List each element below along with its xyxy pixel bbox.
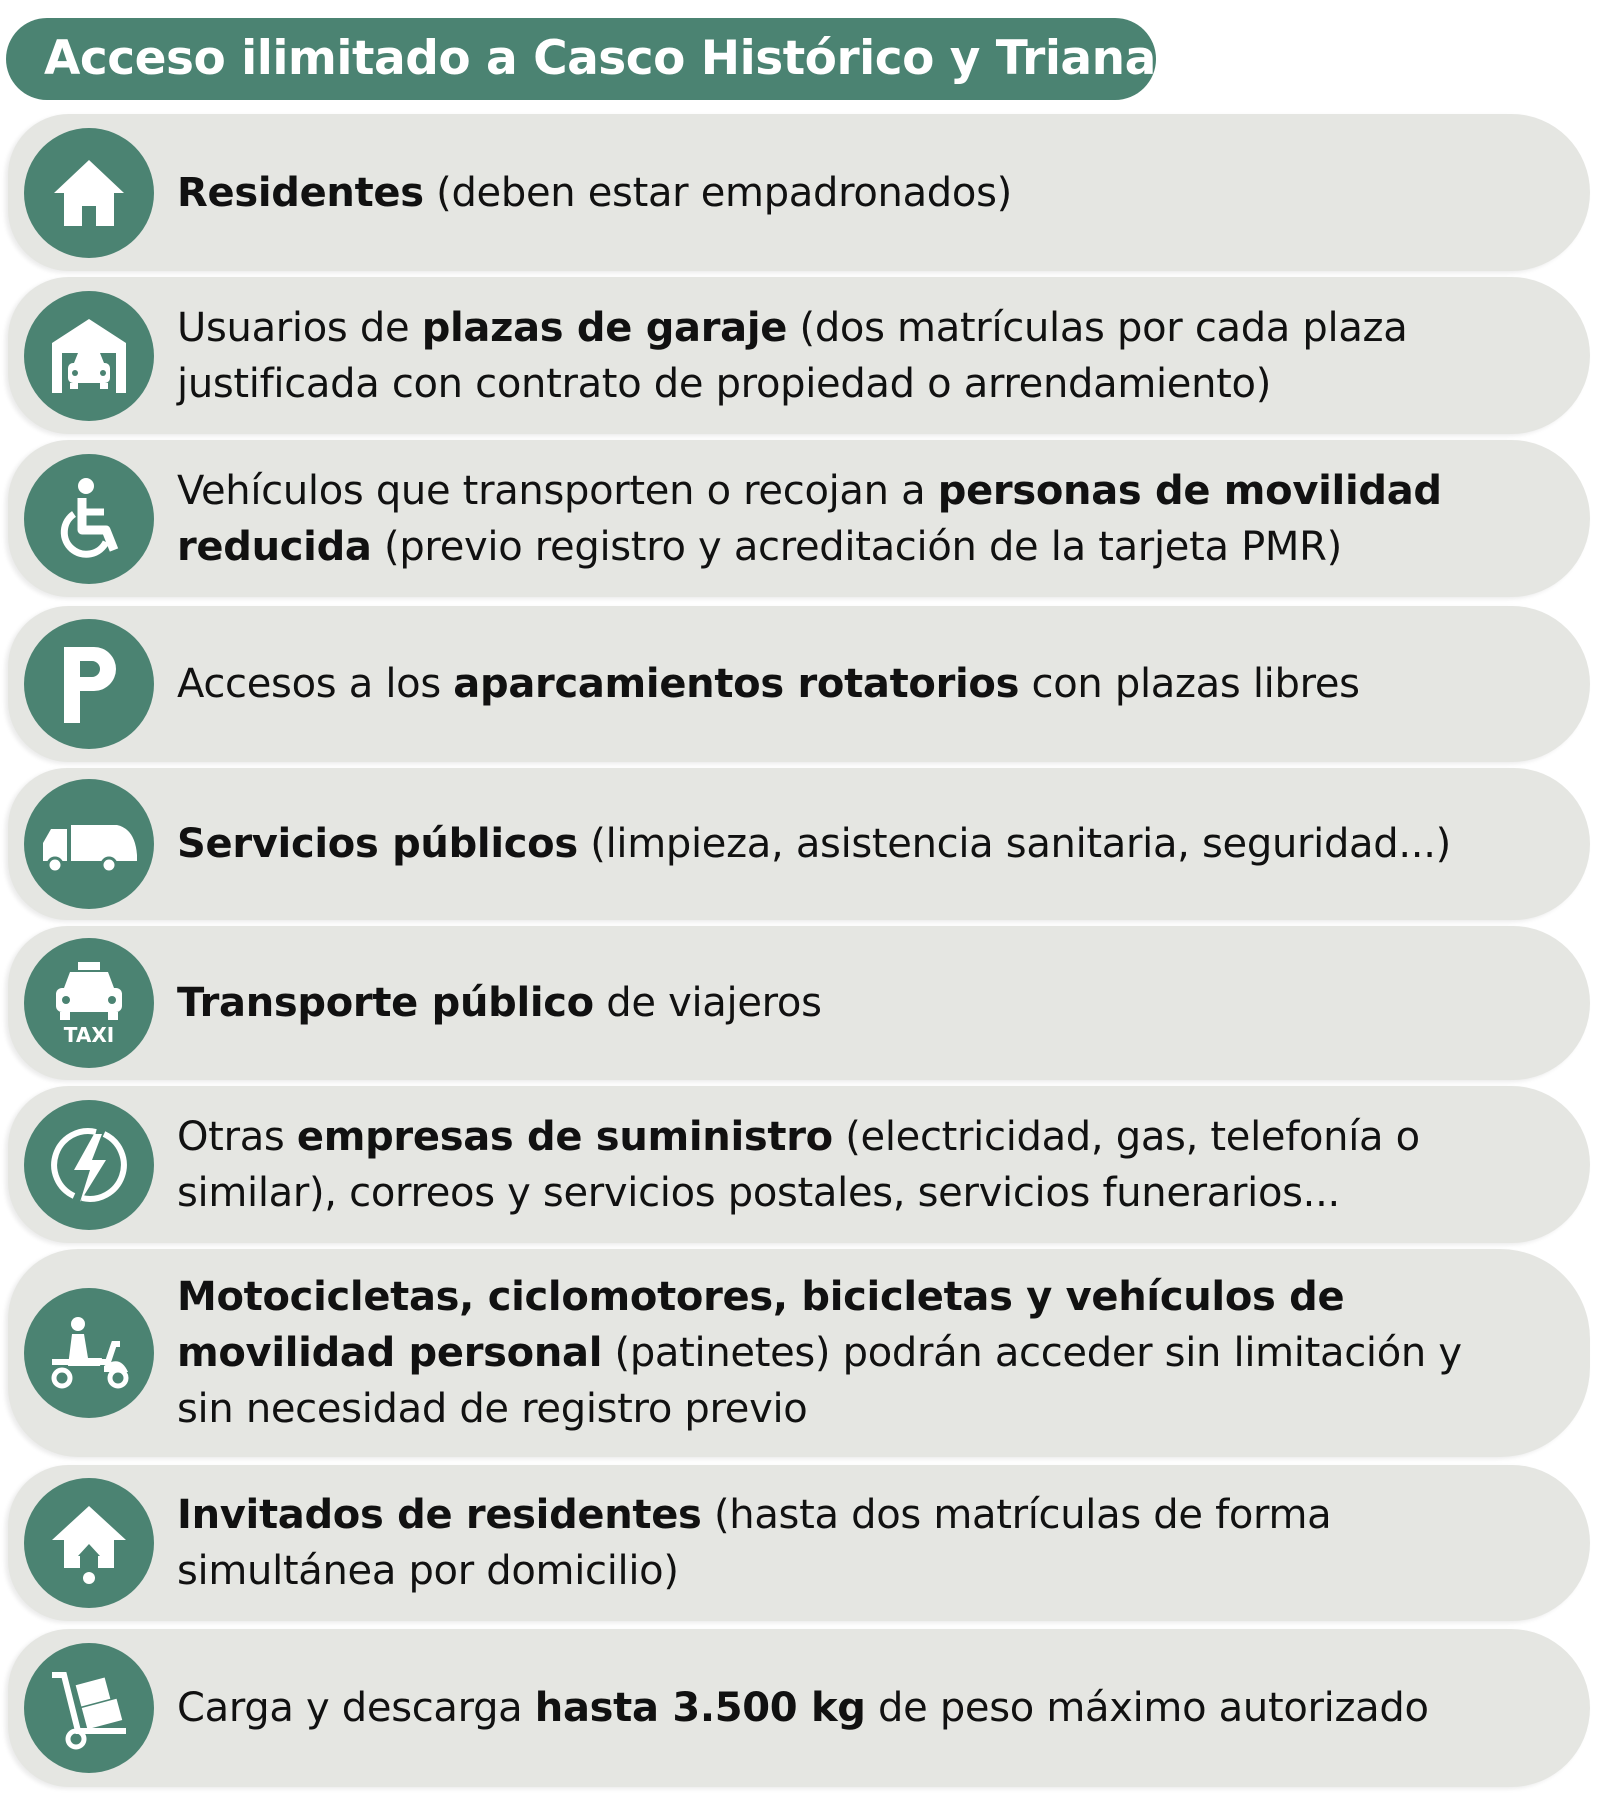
scooter-icon (24, 1288, 154, 1418)
text-span: de peso máximo autorizado (865, 1685, 1429, 1731)
text-span: (electricidad, gas, telefonía o similar), correos y servicios postales, servicios funerarios... (177, 1113, 1420, 1216)
item-text (177, 975, 1530, 1031)
bold-text: Invitados de residentes (177, 1492, 702, 1538)
garbage-truck-icon (24, 779, 154, 909)
list-item (8, 1249, 1590, 1457)
text-span: (hasta dos matrículas de forma simultánea por domicilio) (177, 1492, 1332, 1594)
house-icon (24, 128, 154, 258)
bold-text: plazas de garaje (421, 304, 788, 351)
lightning-icon (24, 1100, 154, 1230)
text-span: Usuarios de (177, 304, 422, 351)
text-span: Vehículos que transporten o recojan a (177, 467, 938, 514)
text-span: (previo registro y acreditación de la tarjeta PMR) (371, 523, 1342, 570)
bold-text: empresas de suministro (296, 1113, 833, 1160)
item-text (177, 1487, 1530, 1599)
page-title: Acceso ilimitado a Casco Histórico y Triana (6, 18, 1156, 100)
item-text (177, 463, 1530, 575)
item-text (177, 656, 1530, 712)
list-item (8, 440, 1590, 597)
item-text (177, 1109, 1530, 1221)
list-item (8, 277, 1590, 434)
taxi-icon (24, 938, 154, 1068)
list-item (8, 606, 1590, 762)
item-text (177, 165, 1530, 221)
text-span: Carga y descarga (177, 1685, 535, 1731)
wheelchair-icon (24, 454, 154, 584)
text-span: con plazas libres (1019, 661, 1360, 707)
parking-icon (24, 619, 154, 749)
bold-text: Servicios públicos (177, 821, 578, 867)
item-text (177, 300, 1530, 412)
item-text (177, 816, 1530, 872)
bold-text: aparcamientos rotatorios (453, 661, 1020, 707)
list-item (8, 114, 1590, 271)
text-span: (limpieza, asistencia sanitaria, seguridad...) (577, 821, 1451, 867)
item-text (177, 1269, 1530, 1437)
text-span: (dos matrículas por cada plaza justificada con contrato de propiedad o arrendamiento) (177, 304, 1408, 407)
item-text (177, 1680, 1530, 1736)
bold-text: Motocicletas, ciclomotores, bicicletas y vehículos de movilidad personal (177, 1274, 1345, 1376)
text-span: de viajeros (593, 980, 822, 1026)
bold-text: hasta 3.500 kg (534, 1685, 866, 1731)
list-item (8, 926, 1590, 1080)
guest-house-icon (24, 1478, 154, 1608)
bold-text: Residentes (177, 169, 424, 216)
taxi-label: TAXI (63, 1023, 115, 1047)
text-span: (deben estar empadronados) (423, 169, 1012, 216)
text-span: Accesos a los (177, 661, 454, 707)
list-item (8, 768, 1590, 920)
bold-text: Transporte público (177, 980, 594, 1026)
text-span: (patinetes) podrán acceder sin limitación y sin necesidad de registro previo (177, 1330, 1462, 1432)
text-span: Otras (177, 1113, 297, 1160)
hand-truck-icon (24, 1643, 154, 1773)
list-item (8, 1086, 1590, 1243)
garage-icon (24, 291, 154, 421)
list-item (8, 1629, 1590, 1787)
bold-text: personas de movilidad reducida (177, 467, 1442, 570)
list-item (8, 1465, 1590, 1621)
